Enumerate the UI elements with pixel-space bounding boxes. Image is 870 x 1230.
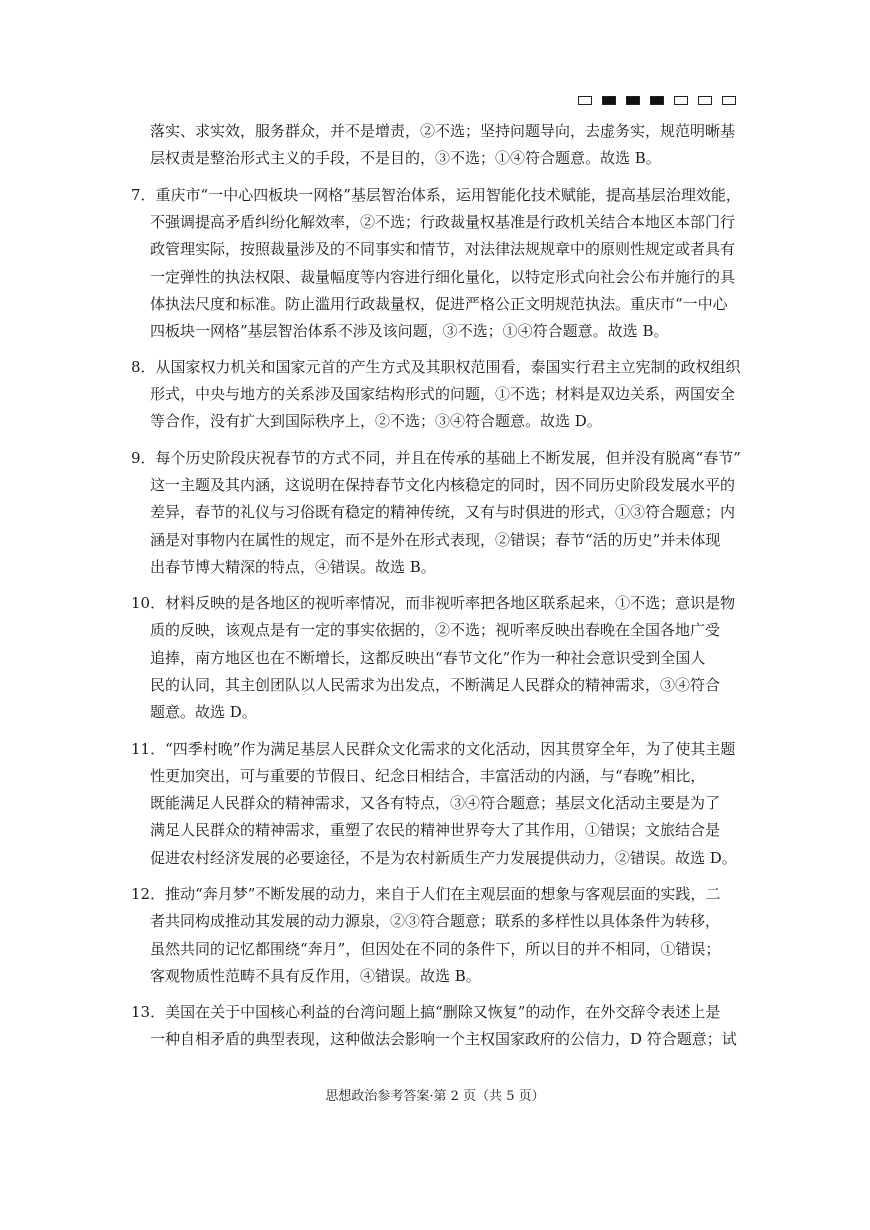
lead-line: 落实、求实效，服务群众，并不是增责，②不选；坚持问题导向，去虚务实，规范明晰基: [150, 122, 736, 140]
answer-item-10-line: 追捧，南方地区也在不断增长，这都反映出“春节文化”作为一种社会意识受到全国人: [150, 649, 706, 667]
answer-item-9-line: 出春节博大精深的特点，④错误。故选 B。: [150, 558, 436, 576]
answer-item-11-line: 11．“四季村晚”作为满足基层人民群众文化需求的文化活动，因其贯穿全年，为了使其主题: [131, 740, 736, 758]
page-mark-empty: [674, 96, 688, 105]
answer-item-9-line: 9．每个历史阶段庆祝春节的方式不同，并且在传承的基础上不断发展，但并没有脱离“春节”: [131, 449, 741, 467]
answer-item-10-line: 题意。故选 D。: [150, 703, 257, 721]
page-mark-empty: [578, 96, 592, 105]
answer-item-9-line: 这一主题及其内涵，这说明在保持春节文化内核稳定的同时，因不同历史阶段发展水平的: [150, 476, 736, 494]
answer-item-10-line: 民的认同，其主创团队以人民需求为出发点，不断满足人民群众的精神需求，③④符合: [150, 676, 721, 694]
answer-item-11-line: 促进农村经济发展的必要途径，不是为农村新质生产力发展提供动力，②错误。故选 D。: [150, 849, 737, 867]
page-header-marks: [578, 96, 736, 105]
answer-item-12-line: 者共同构成推动其发展的动力源泉，②③符合题意；联系的多样性以具体条件为转移，: [150, 912, 721, 930]
answer-item-7-line: 7．重庆市“一中心四板块一网格”基层智治体系，运用智能化技术赋能，提高基层治理效能，: [131, 186, 741, 204]
answer-item-13-line: 13．美国在关于中国核心利益的台湾问题上搞“删除又恢复”的动作，在外交辞令表述上是: [131, 1003, 721, 1021]
answer-item-13-line: 一种自相矛盾的典型表现，这种做法会影响一个主权国家政府的公信力，D 符合题意；试: [150, 1030, 737, 1048]
answer-item-7-line: 不强调提高矛盾纠纷化解效率，②不选；行政裁量权基准是行政机关结合本地区本部门行: [150, 213, 736, 231]
answer-item-7-line: 一定弹性的执法权限、裁量幅度等内容进行细化量化，以特定形式向社会公布并施行的具: [150, 268, 736, 286]
page-mark-empty: [722, 96, 736, 105]
page-footer: 思想政治参考答案·第 2 页（共 5 页）: [325, 1089, 545, 1104]
answer-item-10-line: 10．材料反映的是各地区的视听率情况，而非视听率把各地区联系起来，①不选；意识是物: [131, 594, 736, 612]
lead-line: 层权责是整治形式主义的手段，不是目的，③不选；①④符合题意。故选 B。: [150, 149, 661, 167]
answer-item-11-line: 既能满足人民群众的精神需求，又各有特点，③④符合题意；基层文化活动主要是为了: [150, 794, 721, 812]
answer-item-7-line: 政管理实际，按照裁量涉及的不同事实和情节，对法律法规规章中的原则性规定或者具有: [150, 240, 736, 258]
answer-item-9-line: 差异，春节的礼仪与习俗既有稳定的精神传统，又有与时俱进的形式，①③符合题意；内: [150, 503, 736, 521]
answer-item-8-line: 8．从国家权力机关和国家元首的产生方式及其职权范围看，泰国实行君主立宪制的政权组织: [131, 358, 741, 376]
page-mark-filled: [650, 96, 664, 105]
answer-item-8-line: 形式，中央与地方的关系涉及国家结构形式的问题，①不选；材料是双边关系，两国安全: [150, 385, 736, 403]
answer-item-9-line: 涵是对事物内在属性的规定，而不是外在形式表现，②错误；春节“活的历史”并未体现: [150, 531, 721, 549]
answer-item-10-line: 质的反映，该观点是有一定的事实依据的，②不选；视听率反映出春晚在全国各地广受: [150, 621, 721, 639]
answer-item-11-line: 性更加突出，可与重要的节假日、纪念日相结合，丰富活动的内涵，与“春晚”相比，: [150, 767, 706, 785]
answer-item-12-line: 虽然共同的记忆都围绕“奔月”，但因处在不同的条件下，所以目的并不相同，①错误；: [150, 940, 721, 958]
answer-item-11-line: 满足人民群众的精神需求，重塑了农民的精神世界夸大了其作用，①错误；文旅结合是: [150, 821, 721, 839]
page-mark-filled: [602, 96, 616, 105]
page-mark-empty: [698, 96, 712, 105]
answer-item-7-line: 体执法尺度和标准。防止滥用行政裁量权，促进严格公正文明规范执法。重庆市“一中心: [150, 295, 728, 313]
answer-item-12-line: 12．推动“奔月梦”不断发展的动力，来自于人们在主观层面的想象与客观层面的实践，二: [131, 885, 721, 903]
answer-item-7-line: 四板块一网格”基层智治体系不涉及该问题，③不选；①④符合题意。故选 B。: [150, 322, 669, 340]
answer-item-8-line: 等合作，没有扩大到国际秩序上，②不选；③④符合题意。故选 D。: [150, 412, 602, 430]
page-mark-filled: [626, 96, 640, 105]
answer-item-12-line: 客观物质性范畴不具有反作用，④错误。故选 B。: [150, 967, 481, 985]
